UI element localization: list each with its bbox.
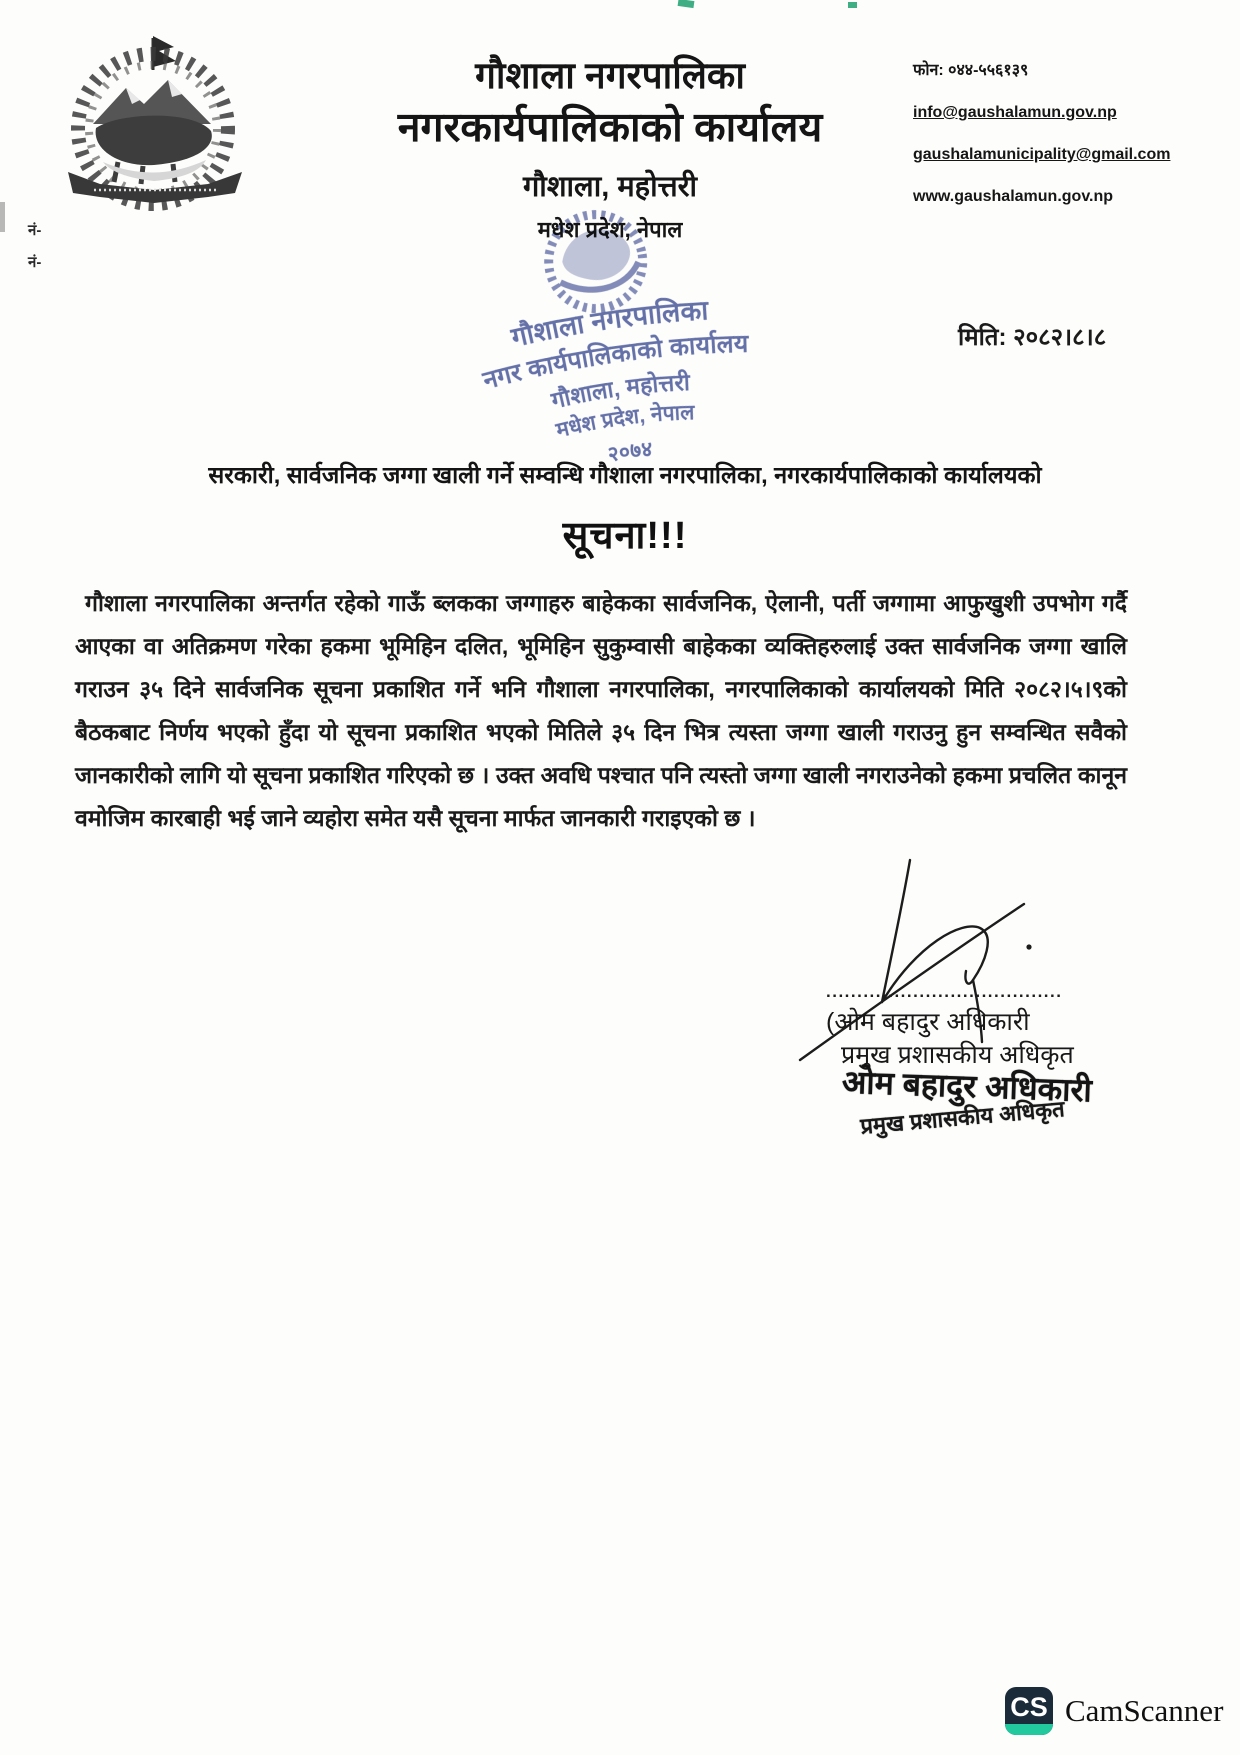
signatory-name: (ओम बहादुर अधिकारी — [826, 1008, 1030, 1036]
municipality-emblem-icon — [48, 34, 263, 212]
email-secondary: gaushalamunicipality@gmail.com — [913, 146, 1171, 163]
name-stamp: ओम बहादुर अधिकारी — [841, 1063, 1093, 1109]
stamp-line-1: गौशाला नगरपालिका — [508, 295, 710, 353]
letterhead-municipality-name: गौशाला नगरपालिका — [475, 55, 745, 96]
stamp-line-4: मधेश प्रदेश, नेपाल — [553, 401, 695, 443]
scan-artifact — [848, 2, 857, 8]
stamp-line-2: नगर कार्यपालिकाको कार्यालय — [480, 329, 749, 395]
stamp-line-3: गौशाला, महोत्तरी — [548, 369, 691, 414]
designation-stamp: प्रमुख प्रशासकीय अधिकृत — [859, 1096, 1066, 1139]
scan-artifact — [678, 0, 695, 8]
signatory-designation: प्रमुख प्रशासकीय अधिकृत — [841, 1041, 1074, 1069]
margin-note: नं- — [28, 254, 42, 271]
signature-dotted-line: ...................................... — [826, 982, 1063, 1001]
camscanner-icon — [1005, 1687, 1053, 1735]
phone-number: फोन: ०४४-५५६१३९ — [913, 62, 1029, 79]
camscanner-watermark — [1005, 1687, 1223, 1735]
email-primary: info@gaushalamun.gov.np — [913, 104, 1117, 121]
letterhead-office-name: नगरकार्यपालिकाको कार्यालय — [397, 104, 823, 150]
letterhead-address: गौशाला, महोत्तरी — [522, 171, 698, 203]
letterhead-province: मधेश प्रदेश, नेपाल — [537, 217, 683, 242]
subject-line: सरकारी, सार्वजनिक जग्गा खाली गर्ने सम्वन्धि गौशाला नगरपालिका, नगरकार्यपालिकाको कार्यालयको — [208, 462, 1042, 488]
margin-note: नं- — [28, 222, 42, 239]
scan-artifact — [0, 202, 5, 232]
camscanner-label: CamScanner — [1065, 1693, 1224, 1728]
notice-title: सूचना!!! — [562, 515, 688, 557]
camscanner-icon-accent — [1005, 1724, 1053, 1735]
contact-block — [913, 58, 1171, 230]
stamp-year: २०७४ — [605, 438, 654, 467]
camscanner-icon-letters: CS — [1010, 1692, 1048, 1722]
website-url: www.gaushalamun.gov.np — [913, 188, 1114, 205]
notice-body-paragraph: गौशाला नगरपालिका अन्तर्गत रहेको गाऊँ ब्लकका जग्गाहरु बाहेकका सार्वजनिक, ऐलानी, पर्ती जग्गामा आफुखुशी उपभोग गर्दै आएका वा अतिक्रमण गरेका हकमा भूमिहिन दलित, भूमिहिन सुकुम्वासी बाहेकका व्यक्तिहरुलाई उक्त सार्वजनिक जग्गा खालि गराउन ३५ दिने सार्वजनिक सूचना प्रकाशित गर्ने भनि गौशाला नगरपालिका, नगरपालिकाको कार्यालयको मिति २०८२।५।९को बैठकबाट निर्णय भएको हुँदा यो सूचना प्रकाशित भएको मितिले ३५ दिन भित्र त्यस्ता जग्गा खाली गराउनु हुन सम्वन्धित सवैको जानकारीको लागि यो सूचना प्रकाशित गरिएको छ । उक्त अवधि पश्चात पनि त्यस्तो जग्गा खाली नगराउनेको हकमा प्रचलित कानून वमोजिम कारबाही भई जाने व्यहोरा समेत यसै सूचना मार्फत जानकारी गराइएको छ । — [75, 590, 1127, 831]
letter-date: मिति: २०८२।८।८ — [958, 324, 1107, 351]
